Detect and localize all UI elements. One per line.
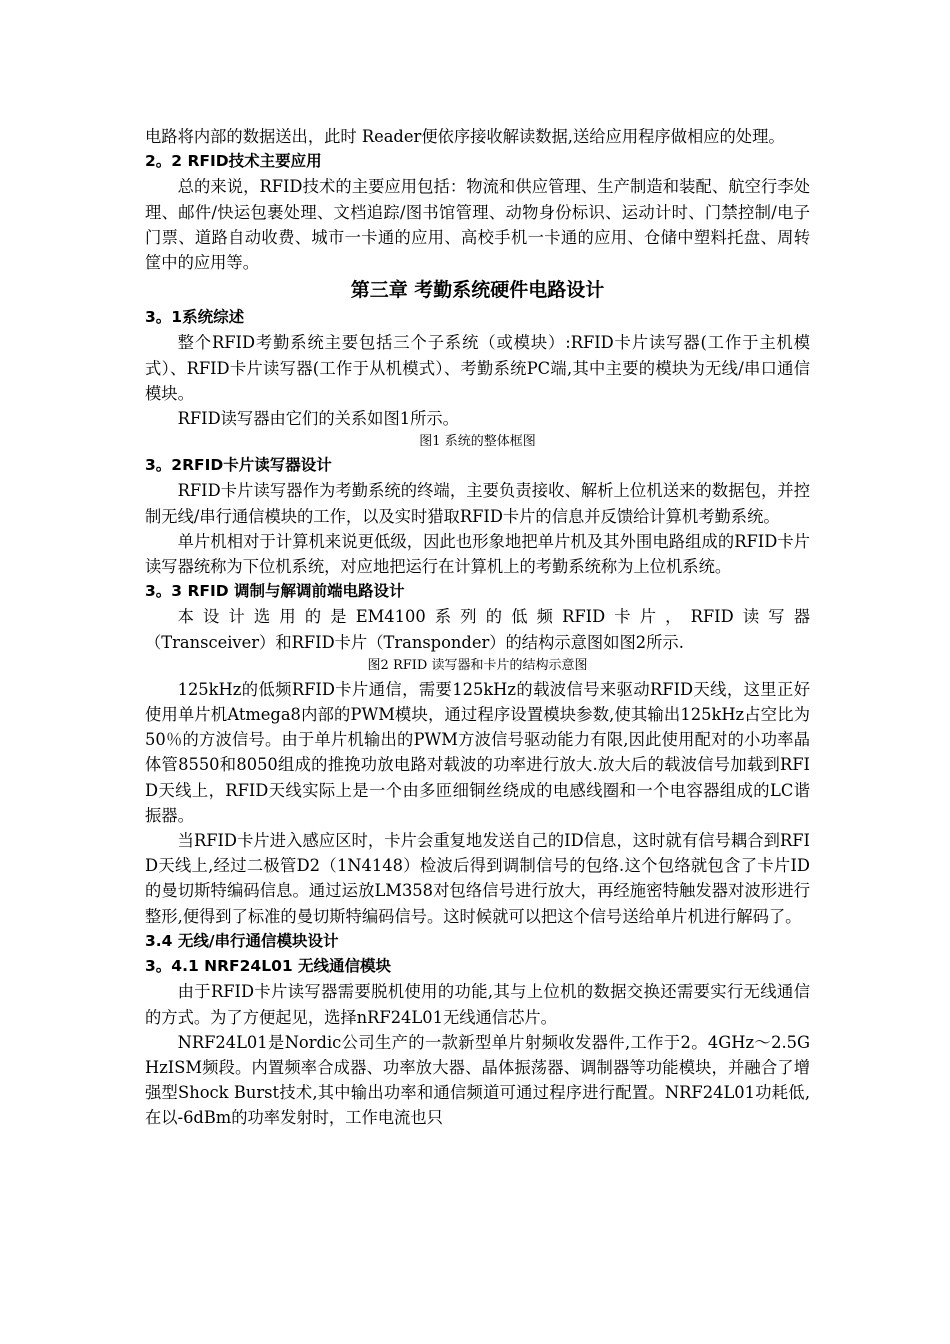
paragraph-system-overview: 整个RFID考勤系统主要包括三个子系统（或模块）:RFID卡片读写器(工作于主机模式）、RFID卡片读写器(工作于从机模式）、考勤系统PC端,其中主要的模块为无线/串口通信模块。: [145, 333, 810, 403]
figure-1-caption: 图1 系统的整体框图: [419, 434, 536, 450]
paragraph-reader-role: RFID卡片读写器作为考勤系统的终端，主要负责接收、解析上位机送来的数据包，并控制无线/串行通信模块的工作，以及实时猎取RFID卡片的信息并反馈给计算机考勤系统。: [145, 481, 810, 526]
section-heading-3-4-1: 3。4.1 NRF24L01 无线通信模块: [145, 957, 392, 976]
chapter-title: 第三章 考勤系统硬件电路设计: [350, 279, 605, 302]
document-page: [145, 124, 810, 1131]
section-heading-3-2: 3。2RFID卡片读写器设计: [145, 456, 332, 475]
figure-2-caption: 图2 RFID 读写器和卡片的结构示意图: [367, 657, 588, 673]
section-heading-3-3: 3。3 RFID 调制与解调前端电路设计: [145, 582, 405, 601]
paragraph-em4100-line1: 本设计选用的是EM4100系列的低频RFID卡片，RFID读写器: [177, 607, 810, 627]
paragraph-rfid-applications: 总的来说，RFID技术的主要应用包括：物流和供应管理、生产制造和装配、航空行李处理、邮件/快运包裹处理、文档追踪/图书馆管理、动物身份标识、运动计时、门禁控制/电子门票、道路自动收费、城市一卡通的应用、高校手机一卡通的应用、仓储中塑料托盘、周转筐中的应用等。: [145, 177, 810, 273]
section-heading-3-1: 3。1系统综述: [145, 308, 245, 327]
section-heading-3-4: 3.4 无线/串行通信模块设计: [145, 931, 339, 950]
paragraph-intro: 电路将内部的数据送出，此时 Reader便依序接收解读数据,送给应用程序做相应的处理。: [145, 127, 785, 146]
section-heading-2-2: 2。2 RFID技术主要应用: [145, 152, 322, 171]
paragraph-nrf24l01-description: NRF24L01是Nordic公司生产的一款新型单片射频收发器件,工作于2。4GHz～2.5GHzISM频段。内置频率合成器、功率放大器、晶体振荡器、调制器等功能模块，并融合了增强型Shock Burst技术,其中输出功率和通信频道可通过程序进行配置。NRF24L01功耗低,在以-6dBm的功率发射时，工作电流也只: [145, 1032, 810, 1128]
paragraph-em4100-line2: （Transceiver）和RFID卡片（Transponder）的结构示意图如图2所示.: [145, 632, 684, 652]
paragraph-relationship: RFID读写器由它们的关系如图1所示。: [177, 409, 459, 429]
paragraph-card-detection: 当RFID卡片进入感应区时，卡片会重复地发送自己的ID信息，这时就有信号耦合到RFID天线上,经过二极管D2（1N4148）检波后得到调制信号的包络.这个包络就包含了卡片ID的曼切斯特编码信息。通过运放LM358对包络信号进行放大，再经施密特触发器对波形进行整形,便得到了标准的曼切斯特编码信号。这时候就可以把这个信号送给单片机进行解码了。: [145, 831, 810, 926]
paragraph-lower-upper-system: 单片机相对于计算机来说更低级，因此也形象地把单片机及其外围电路组成的RFID卡片读写器统称为下位机系统，对应地把运行在计算机上的考勤系统称为上位机系统。: [145, 531, 810, 577]
paragraph-125khz-carrier: 125kHz的低频RFID卡片通信，需要125kHz的载波信号来驱动RFID天线，这里正好使用单片机Atmega8内部的PWM模块，通过程序设置模块参数,使其输出125kHz占空比为50％的方波信号。由于单片机输出的PWM方波信号驱动能力有限,因此使用配对的小功率晶体管8550和8050组成的推挽功放电路对载波的功率进行放大.放大后的载波信号加载到RFID天线上，RFID天线实际上是一个由多匝细铜丝绕成的电感线圈和一个电容器组成的LC谐振器。: [145, 679, 810, 825]
paragraph-wireless-need: 由于RFID卡片读写器需要脱机使用的功能,其与上位机的数据交换还需要实行无线通信的方式。为了方便起见，选择nRF24L01无线通信芯片。: [145, 982, 810, 1027]
